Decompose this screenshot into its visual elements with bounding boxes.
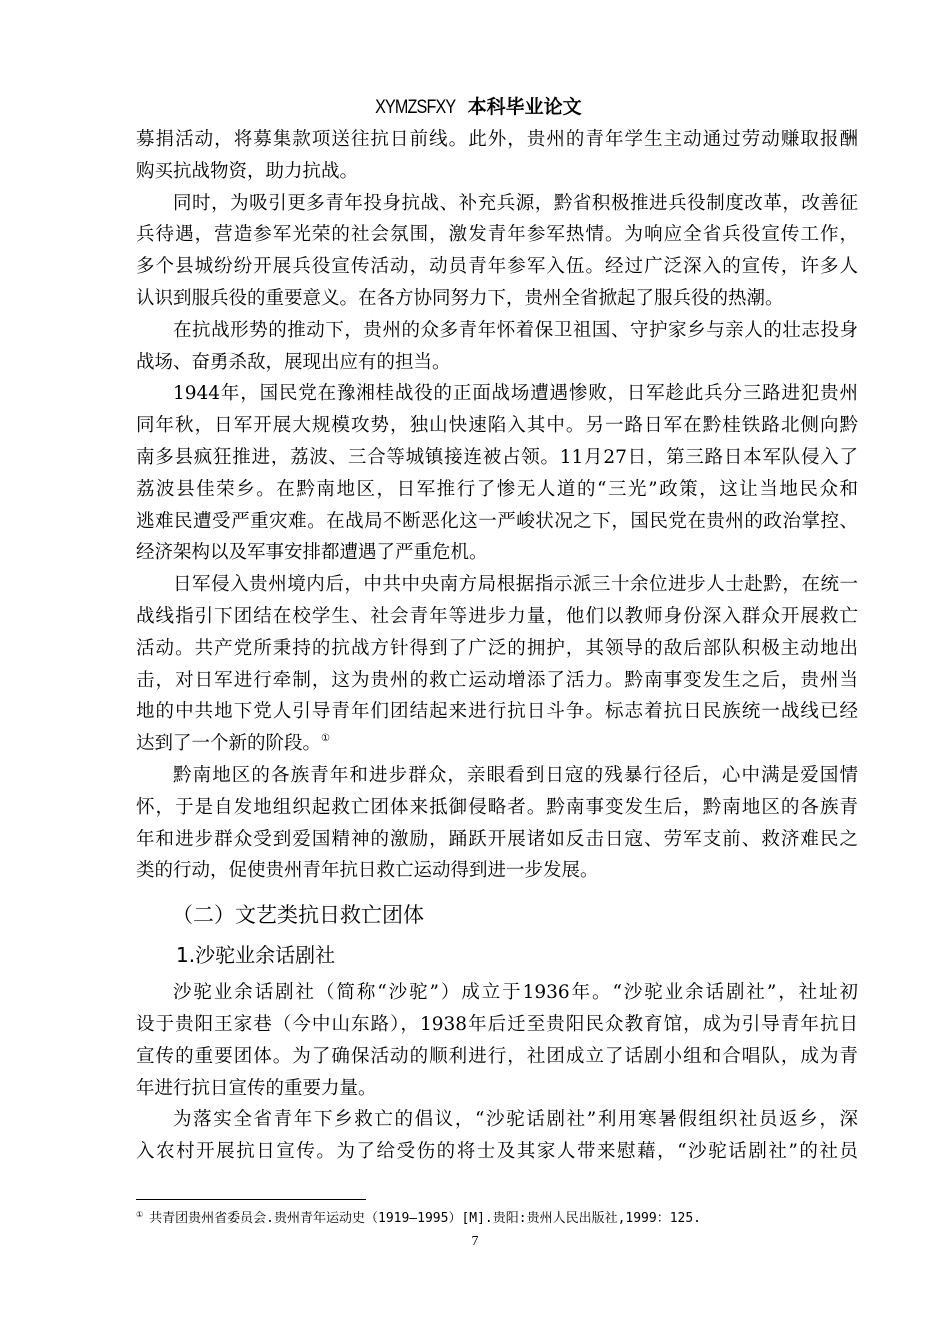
footnote [136,1209,701,1229]
paragraph-line [136,633,858,665]
line-text: 击，对日军进行牵制，这为贵州的救亡运动增添了活力。黔南事变发生之后，贵州当 [136,669,858,691]
paragraph-line [136,283,858,315]
footnote-marker: ① [136,1210,144,1219]
line-text: 设于贵阳王家巷（今中山东路），1938年后迁至贵阳民众教育馆，成为引导青年抗日 [136,1013,858,1035]
paragraph-line [136,1073,858,1105]
paragraph-line [136,1009,858,1041]
section-heading: （二）文艺类抗日救亡团体 [172,903,424,928]
line-text: 宣传的重要团体。为了确保活动的顺利进行，社团成立了话剧小组和合唱队，成为青 [136,1045,858,1067]
page-header [0,92,950,123]
header-school-code: XYMZSFXY [375,97,456,118]
paragraph-line [136,696,858,728]
paragraph [136,760,858,887]
paragraph-line [136,1136,858,1168]
footnote-divider [136,1199,366,1200]
line-text: 入农村开展抗日宣传。为了给受伤的将士及其家人带来慰藉，“沙驼话剧社”的社员 [136,1141,858,1163]
paragraph [136,977,858,1104]
paragraph [136,188,858,315]
paragraph-line [136,474,858,506]
paragraph-line [136,601,858,633]
line-text: 地的中共地下党人引导青年们团结起来进行抗日斗争。标志着抗日民族统一战线已经 [136,701,858,723]
paragraph-line [136,855,858,887]
line-text: 同年秋，日军开展大规模攻势，独山快速陷入其中。另一路日军在黔桂铁路北侧向黔 [136,415,858,437]
line-text: 1944年，国民党在豫湘桂战役的正面战场遭遇惨败，日军趁此兵分三路进犯贵州 [173,383,858,405]
line-text: 为落实全省青年下乡救亡的倡议，“沙驼话剧社”利用寒暑假组织社员返乡，深 [173,1109,858,1131]
line-text: 荔波县佳荣乡。在黔南地区，日军推行了惨无人道的“三光”政策，这让当地民众和 [136,478,858,500]
paragraph-line [136,347,858,379]
subsection-heading: 1.沙驼业余话剧社 [176,943,336,968]
line-text: 战场、奋勇杀敌，展现出应有的担当。 [136,351,451,373]
paragraph-line [136,824,858,856]
paragraph-line [136,156,858,188]
line-text: 南多县疯狂推进，荔波、三合等城镇接连被占领。11月27日，第三路日本军队侵入了 [136,446,858,468]
paragraph-line [136,1041,858,1073]
page-number: 7 [471,1234,479,1249]
document-body [136,124,858,1168]
paragraph [136,1104,858,1168]
paragraph-line [136,1104,858,1136]
line-text: 同时，为吸引更多青年投身抗战、补充兵源，黔省积极推进兵役制度改革，改善征 [173,192,858,214]
paragraph-line [136,665,858,697]
paragraph-line [136,569,858,601]
line-text: 年进行抗日宣传的重要力量。 [136,1077,377,1099]
line-text: 黔南地区的各族青年和进步群众，亲眼看到日寇的残暴行径后，心中满是爱国情 [173,764,858,786]
paragraph [136,315,858,379]
paragraph-line [136,188,858,220]
paragraph-line [136,219,858,251]
line-text: 日军侵入贵州境内后，中共中央南方局根据指示派三十余位进步人士赴黔，在统一 [173,574,858,596]
paragraph [136,124,858,188]
line-text: 兵待遇，营造参军光荣的社会氛围，激发青年参军热情。为响应全省兵役宣传工作， [136,224,858,246]
paragraph-line [136,442,858,474]
paragraph-line [136,315,858,347]
paragraph-line [136,506,858,538]
paragraph-line [136,728,858,760]
footnote-text: 共青团贵州省委员会.贵州青年运动史（1919—1995）[M].贵阳:贵州人民出版社,1999：125. [149,1211,702,1226]
line-text: 类的行动，促使贵州青年抗日救亡运动得到进一步发展。 [136,860,599,882]
paragraph [136,378,858,569]
paragraph [136,569,858,760]
line-text: 逃难民遭受严重灾难。在战局不断恶化这一严峻状况之下，国民党在贵州的政治掌控、 [136,510,858,532]
line-text: 募捐活动，将募集款项送往抗日前线。此外，贵州的青年学生主动通过劳动赚取报酬 [136,129,858,150]
line-text: 购买抗战物资，助力抗战。 [136,160,359,182]
line-text: 活动。共产党所秉持的抗战方针得到了广泛的拥护，其领导的敌后部队积极主动地出 [136,637,858,659]
line-text: 认识到服兵役的重要意义。在各方协同努力下，贵州全省掀起了服兵役的热潮。 [136,287,784,309]
header-title: 本科毕业论文 [467,96,582,118]
paragraph-line [136,410,858,442]
paragraph-line [136,124,858,156]
paragraph-line [136,251,858,283]
paragraph-line [136,760,858,792]
footnote-reference[interactable]: ① [321,733,330,745]
line-text: 达到了一个新的阶段。 [136,733,322,755]
paragraph-line [136,537,858,569]
line-text: 战线指引下团结在校学生、社会青年等进步力量，他们以教师身份深入群众开展救亡 [136,605,858,627]
line-text: 沙驼业余话剧社（简称“沙驼”）成立于1936年。“沙驼业余话剧社”，社址初 [173,982,858,1004]
paragraph-line [136,378,858,410]
line-text: 年和进步群众受到爱国精神的激励，踊跃开展诸如反击日寇、劳军支前、救济难民之 [136,828,858,850]
paragraph-line [136,792,858,824]
line-text: 经济架构以及军事安排都遭遇了严重危机。 [136,542,488,564]
line-text: 怀，于是自发地组织起救亡团体来抵御侵略者。黔南事变发生后，黔南地区的各族青 [136,796,858,818]
paragraph-line [136,977,858,1009]
line-text: 在抗战形势的推动下，贵州的众多青年怀着保卫祖国、守护家乡与亲人的壮志投身 [173,319,858,341]
line-text: 多个县城纷纷开展兵役宣传活动，动员青年参军入伍。经过广泛深入的宣传，许多人 [136,256,858,278]
